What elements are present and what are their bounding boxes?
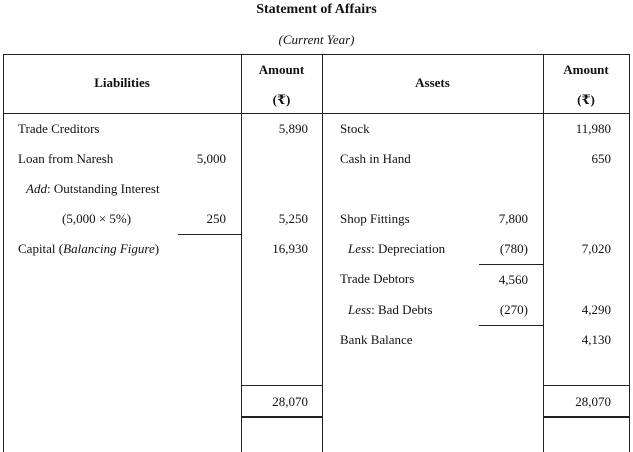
assets-total-top-rule	[543, 385, 629, 386]
interest-inner-amount: 250	[206, 211, 226, 226]
assets-amount-header: Amount	[563, 62, 609, 77]
table-right-border	[629, 54, 630, 452]
capital-close: )	[154, 241, 160, 256]
bad-debts-label	[348, 302, 433, 318]
table-top-border	[3, 54, 630, 55]
assets-header: Assets	[415, 75, 450, 90]
assets-currency-header: (₹)	[577, 92, 595, 107]
add-prefix: Add	[26, 181, 47, 196]
assets-total: 28,070	[575, 394, 611, 409]
loan-total-amount: 5,250	[278, 211, 308, 226]
bank-amount: 4,130	[581, 332, 611, 347]
cash-label: Cash in Hand	[340, 151, 411, 166]
trade-creditors-label: Trade Creditors	[18, 121, 100, 136]
depreciation-inner: (780)	[499, 241, 528, 256]
capital-label	[18, 241, 159, 257]
bad-debts-text: : Bad Debts	[371, 302, 433, 317]
document-title: Statement of Affairs	[256, 2, 377, 17]
capital-italic: Balancing Figure	[63, 241, 155, 256]
liabilities-amount-right-border	[322, 54, 323, 452]
assets-total-bottom-rule	[543, 416, 629, 418]
bank-label: Bank Balance	[340, 332, 413, 347]
trade-debtors-net-amount: 4,290	[581, 302, 611, 317]
add-interest-text: : Outstanding Interest	[46, 181, 160, 196]
trade-creditors-amount: 5,890	[278, 121, 308, 136]
shop-fittings-net-amount: 7,020	[581, 241, 611, 256]
shop-fittings-inner: 7,800	[498, 211, 528, 226]
stock-amount: 11,980	[575, 121, 611, 136]
liabilities-currency-header: (₹)	[272, 92, 291, 107]
less-prefix-depreciation: Less	[348, 241, 372, 256]
document-subtitle: (Current Year)	[278, 32, 355, 47]
interest-calc-label: (5,000 × 5%)	[62, 211, 132, 226]
liabilities-total-bottom-rule	[241, 416, 322, 418]
liabilities-header: Liabilities	[94, 75, 150, 90]
loan-label: Loan from Naresh	[18, 151, 114, 166]
depreciation-label	[348, 241, 445, 257]
interest-subtotal-rule	[178, 234, 241, 235]
less-prefix-bad-debts: Less	[348, 302, 372, 317]
capital-text: Capital (	[18, 241, 64, 256]
shop-fittings-label: Shop Fittings	[340, 211, 410, 226]
liabilities-total: 28,070	[272, 394, 308, 409]
depreciation-subtotal-rule	[479, 264, 543, 265]
header-bottom-border	[3, 113, 630, 114]
trade-debtors-label: Trade Debtors	[340, 271, 415, 286]
liabilities-total-top-rule	[241, 385, 322, 386]
add-interest-label	[26, 181, 160, 197]
table-left-border	[3, 54, 4, 452]
stock-label: Stock	[340, 121, 370, 136]
bad-debts-inner: (270)	[499, 302, 528, 317]
depreciation-text: : Depreciation	[371, 241, 446, 256]
liabilities-amount-header: Amount	[258, 62, 305, 77]
trade-debtors-inner: 4,560	[498, 272, 528, 287]
capital-amount: 16,930	[272, 241, 308, 256]
bad-debts-subtotal-rule	[479, 325, 543, 326]
loan-inner-amount: 5,000	[196, 151, 226, 166]
cash-amount: 650	[591, 151, 611, 166]
